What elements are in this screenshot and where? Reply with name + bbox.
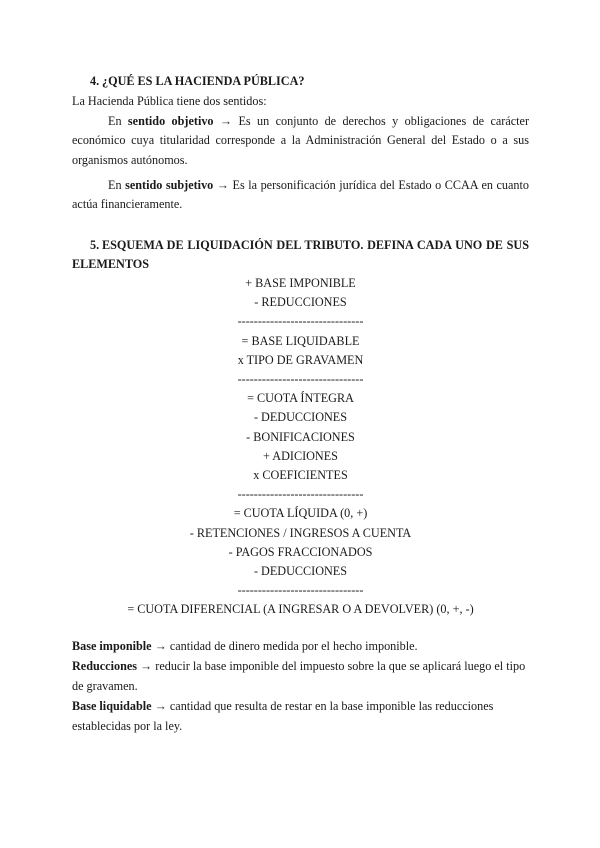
scheme-line: = BASE LIQUIDABLE	[241, 333, 360, 348]
scheme-separator: -------------------------------	[237, 583, 364, 598]
scheme-line: x COEFICIENTES	[253, 468, 348, 483]
definition-reducciones	[72, 656, 529, 696]
definition-text: → reducir la base imponible del impuesto sobre la que se aplicará luego el tipo de gravamen.	[72, 659, 526, 693]
section-4-title: ¿QUÉ ES LA HACIENDA PÚBLICA?	[102, 74, 305, 88]
scheme-line: - BONIFICACIONES	[246, 429, 355, 444]
section-5-title: ESQUEMA DE LIQUIDACIÓN DEL TRIBUTO. DEFINA CADA UNO DE SUS ELEMENTOS	[72, 238, 529, 271]
scheme-line: - PAGOS FRACCIONADOS	[228, 544, 373, 559]
scheme-line: - REDUCCIONES	[254, 295, 347, 310]
scheme-line: + BASE IMPONIBLE	[245, 276, 356, 290]
objective-prefix: En	[108, 114, 128, 128]
scheme-separator: -------------------------------	[237, 487, 364, 502]
definition-base-imponible	[72, 636, 529, 656]
definitions-list	[72, 636, 529, 736]
scheme-line: x TIPO DE GRAVAMEN	[237, 352, 364, 367]
scheme-separator: -------------------------------	[237, 314, 364, 329]
definition-term: Base imponible	[72, 639, 152, 653]
definition-text: → cantidad que resulta de restar en la base imponible las reducciones establecidas por la ley.	[72, 699, 494, 733]
objective-term: sentido objetivo	[127, 114, 214, 128]
scheme-separator: -------------------------------	[237, 372, 364, 387]
scheme-line: = CUOTA ÍNTEGRA	[247, 391, 354, 406]
scheme-line: + ADICIONES	[263, 448, 338, 463]
objective-text: → Es un conjunto de derechos y obligaciones de carácter económico cuya titularidad corresponde a la Administración General del Estado o a sus organismos autónomos.	[72, 114, 529, 167]
section-4-intro: La Hacienda Pública tiene dos sentidos:	[72, 94, 267, 108]
definition-term: Reducciones	[72, 659, 137, 673]
scheme-line: - DEDUCCIONES	[253, 410, 348, 425]
section-4-number: 4.	[90, 74, 100, 88]
section-4-heading	[72, 72, 529, 91]
objective-paragraph	[72, 112, 529, 170]
scheme-line: = CUOTA DIFERENCIAL (A INGRESAR O A DEVOLVER) (0, +, -)	[127, 602, 474, 617]
definition-base-liquidable	[72, 696, 529, 736]
subjective-term: sentido subjetivo	[125, 178, 214, 192]
scheme-line: - RETENCIONES / INGRESOS A CUENTA	[189, 525, 412, 540]
subjective-prefix: En	[108, 178, 126, 192]
section-5-heading	[72, 236, 529, 274]
scheme-line: = CUOTA LÍQUIDA (0, +)	[233, 506, 368, 521]
subjective-text: → Es la personificación jurídica del Estado o CCAA en cuanto actúa financieramente.	[72, 178, 529, 212]
subjective-paragraph	[72, 176, 529, 215]
scheme-line: - DEDUCCIONES	[253, 564, 348, 579]
section-5-number: 5.	[90, 238, 100, 252]
definition-term: Base liquidable	[72, 699, 152, 713]
definition-text: → cantidad de dinero medida por el hecho imponible.	[151, 639, 418, 653]
liquidation-scheme	[72, 274, 529, 620]
